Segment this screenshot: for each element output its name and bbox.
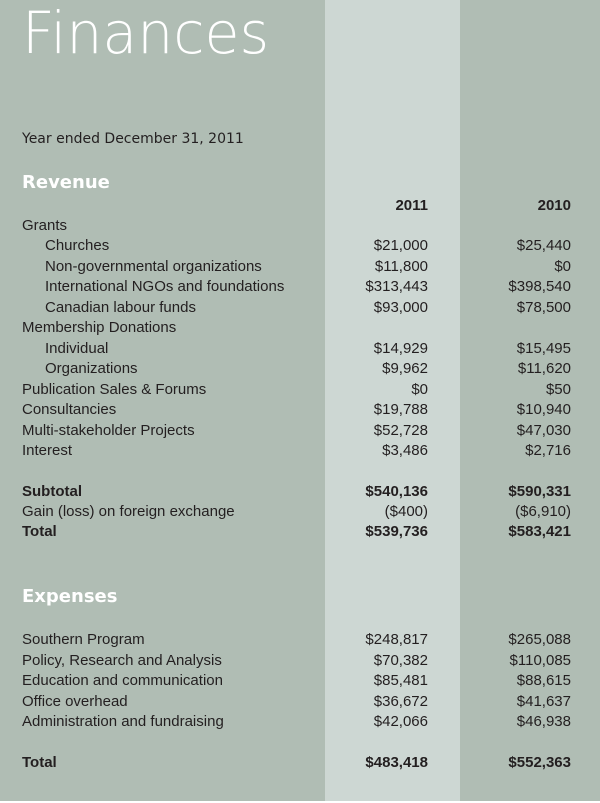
column-header-2011: 2011 [395,197,428,214]
revenue-row [0,400,600,420]
value-2011: $248,817 [365,631,428,648]
revenue-row [0,339,600,359]
expense-row [0,692,600,712]
value-2011: $313,443 [365,278,428,295]
value-2010: $2,716 [525,442,571,459]
row-label: Grants [22,217,68,234]
value-2010: $0 [554,258,571,275]
row-label: Total [22,754,57,771]
value-2011: $0 [411,381,428,398]
row-label: Multi-stakeholder Projects [22,422,195,439]
value-2010: $110,085 [509,652,571,669]
revenue-group-membership [0,318,600,338]
expense-row [0,630,600,650]
value-2011: $14,929 [373,340,428,357]
page-title: Finances [22,0,270,67]
revenue-row [0,359,600,379]
revenue-total-row [0,522,600,542]
row-label: Membership Donations [22,319,177,336]
value-2010: $46,938 [516,713,571,730]
value-2010: $50 [545,381,571,398]
revenue-row [0,298,600,318]
value-2011: $3,486 [382,442,428,459]
row-label: Administration and fundraising [22,713,224,730]
expense-row [0,651,600,671]
value-2011: $52,728 [373,422,428,439]
revenue-heading: Revenue [22,172,110,193]
value-2010: $590,331 [508,483,571,500]
value-2011: $540,136 [365,483,428,500]
row-label: Interest [22,442,73,459]
value-2011: $36,672 [373,693,428,710]
revenue-row [0,441,600,461]
value-2011: $9,962 [382,360,428,377]
value-2010: $10,940 [516,401,571,418]
revenue-group-grants [0,216,600,236]
revenue-row [0,236,600,256]
value-2010: $552,363 [508,754,571,771]
value-2010: $47,030 [516,422,571,439]
row-label: Total [22,523,57,540]
revenue-row [0,257,600,277]
value-2011: $85,481 [373,672,428,689]
row-label: Churches [45,237,110,254]
row-label: Canadian labour funds [45,299,196,316]
column-header-2010: 2010 [537,197,571,214]
value-2010: $583,421 [508,523,571,540]
value-2010: $398,540 [508,278,571,295]
value-2011: $539,736 [365,523,428,540]
report-period: Year ended December 31, 2011 [22,131,244,147]
row-label: Policy, Research and Analysis [22,652,222,669]
row-label: International NGOs and foundations [45,278,285,295]
foreign-exchange-row [0,502,600,522]
value-2011: $21,000 [373,237,428,254]
row-label: Southern Program [22,631,145,648]
revenue-row [0,421,600,441]
row-label: Consultancies [22,401,117,418]
value-2011: $42,066 [373,713,428,730]
row-label: Gain (loss) on foreign exchange [22,503,235,520]
column-headers [0,196,600,216]
row-label: Organizations [45,360,138,377]
row-label: Publication Sales & Forums [22,381,207,398]
value-2010: $25,440 [516,237,571,254]
row-label: Individual [45,340,109,357]
value-2010: $88,615 [516,672,571,689]
value-2011: $11,800 [374,258,428,275]
value-2010: $41,637 [516,693,571,710]
value-2011: $93,000 [373,299,428,316]
value-2010: $265,088 [508,631,571,648]
row-label: Non-governmental organizations [45,258,262,275]
expenses-total-row [0,753,600,773]
value-2010: $15,495 [516,340,571,357]
row-label: Office overhead [22,693,128,710]
value-2011: $70,382 [373,652,428,669]
row-label: Education and communication [22,672,223,689]
expense-row [0,712,600,732]
expenses-heading: Expenses [22,586,118,607]
value-2010: $11,620 [517,360,571,377]
revenue-row [0,277,600,297]
value-2011: $19,788 [373,401,428,418]
row-label: Subtotal [22,483,82,500]
value-2011: ($400) [384,503,428,520]
revenue-row [0,380,600,400]
value-2010: $78,500 [516,299,571,316]
value-2010: ($6,910) [515,503,571,520]
value-2011: $483,418 [365,754,428,771]
revenue-subtotal-row [0,482,600,502]
expense-row [0,671,600,691]
